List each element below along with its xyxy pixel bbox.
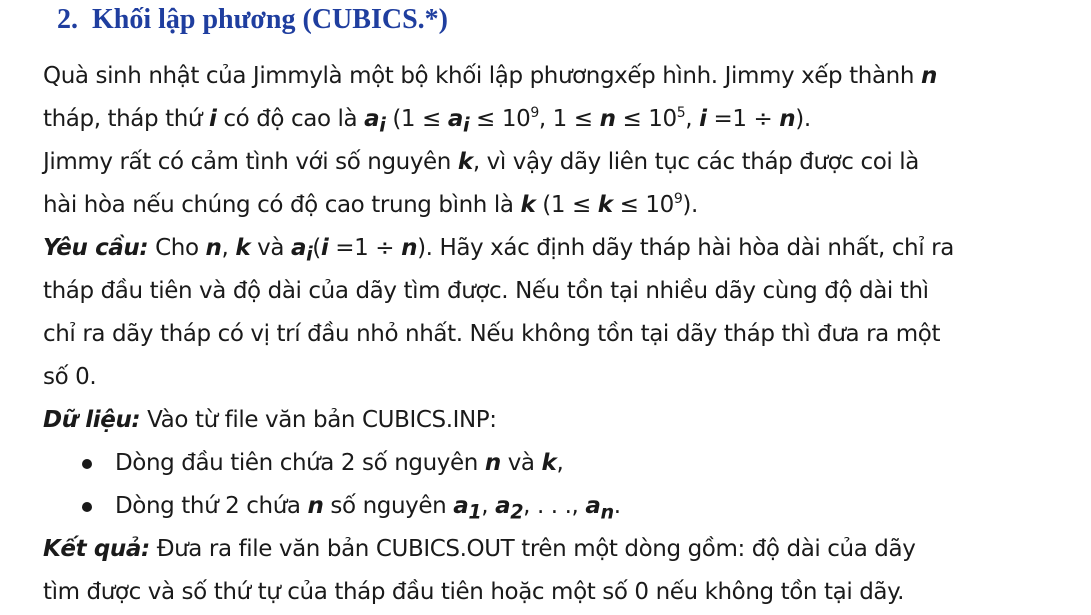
text-run: Jimmy rất có cảm tình với số nguyên [43,149,458,175]
text-run: ). [795,106,811,132]
paragraph-line-10 [43,534,915,564]
text-run: ≤ 10 [612,192,674,218]
var-k: k [541,450,557,476]
var-i: i [209,106,217,132]
text-run: , [556,450,564,476]
var-a: a [291,235,307,261]
text-run: Dòng đầu tiên chứa 2 số nguyên [115,450,485,476]
text-run: . [613,493,621,519]
text-run: ≤ 10 [469,106,531,132]
bullet-item-1 [115,448,563,478]
text-run: =1 ÷ [328,235,402,261]
text-run: ≤ 10 [615,106,677,132]
requirement-label: Yêu cầu: [43,235,149,261]
paragraph-line-5 [43,233,954,270]
var-a: a [447,106,463,132]
input-label: Dữ liệu: [43,407,141,433]
var-n: n [307,493,324,519]
text-run: =1 ÷ [706,106,780,132]
var-n: n [779,106,796,132]
bullet-dot [82,459,92,469]
text-run: ( [312,235,321,261]
section-title: Khối lập phương (CUBICS.*) [92,4,448,35]
paragraph-line-6 [43,276,929,306]
text-run: và [500,450,542,476]
text-run: số 0. [43,364,97,390]
var-n: n [920,63,937,89]
var-n: n [484,450,501,476]
text-run: Dòng thứ 2 chứa [115,493,308,519]
text-run: , . . ., [523,493,586,519]
text-run: Đưa ra file văn bản CUBICS.OUT trên một dòng gồm: độ dài của dãy [149,536,916,562]
var-i: i [320,235,329,261]
text-run: ). [682,192,698,218]
paragraph-line-2 [43,104,811,141]
text-run: và [250,235,291,261]
paragraph-line-11 [43,577,904,607]
text-run: ). Hãy xác định dãy tháp hài hòa dài nhất, chỉ ra [417,235,954,261]
paragraph-line-1 [43,61,937,91]
section-number: 2. [57,4,78,35]
var-a: a [495,493,511,519]
text-run: , [221,235,236,261]
paragraph-line-8 [43,362,96,392]
text-run: Vào từ file văn bản CUBICS.INP: [140,407,497,433]
text-run: hài hòa nếu chúng có độ cao trung bình là [43,192,521,218]
var-n: n [599,106,616,132]
bullet-item-2 [115,491,621,528]
text-run: tìm được và số thứ tự của tháp đầu tiên hoặc một số 0 nếu không tồn tại dãy. [43,579,904,605]
bullet-dot [82,502,92,512]
text-run: tháp đầu tiên và độ dài của dãy tìm được. Nếu tồn tại nhiều dãy cùng độ dài thì [43,278,929,304]
subscript: i [306,242,313,266]
subscript: i [379,113,386,137]
superscript: 5 [676,105,686,121]
text-run: , [481,493,496,519]
subscript: 1 [468,500,482,524]
text-run: chỉ ra dãy tháp có vị trí đầu nhỏ nhất. Nếu không tồn tại dãy tháp thì đưa ra một [43,321,941,347]
var-n: n [401,235,418,261]
text-run: có độ cao là [216,106,365,132]
var-k: k [457,149,473,175]
paragraph-line-3 [43,147,919,177]
text-run: Quà sinh nhật của Jimmylà một bộ khối lập phươngxếp hình. Jimmy xếp thành [43,63,921,89]
var-a: a [364,106,380,132]
subscript: i [462,113,470,137]
superscript: 9 [530,105,539,121]
text-run: (1 ≤ [535,192,598,218]
var-k: k [597,192,613,218]
text-run: tháp, tháp thứ [43,106,209,132]
output-label: Kết quả: [43,536,150,562]
subscript: n [600,500,614,524]
section-heading [57,4,448,36]
paragraph-line-7 [43,319,940,349]
var-i: i [699,106,707,132]
text-run: , 1 ≤ [538,106,600,132]
subscript: 2 [510,500,524,524]
var-a: a [585,493,601,519]
var-a: a [453,493,469,519]
var-k: k [235,235,251,261]
superscript: 9 [673,191,683,207]
text-run: (1 ≤ [385,106,448,132]
text-run: , [685,106,700,132]
text-run: Cho [148,235,206,261]
text-run: số nguyên [323,493,454,519]
var-k: k [520,192,536,218]
paragraph-line-4 [43,190,698,220]
text-run: , vì vậy dãy liên tục các tháp được coi là [472,149,919,175]
var-n: n [205,235,222,261]
paragraph-line-9 [43,405,497,435]
